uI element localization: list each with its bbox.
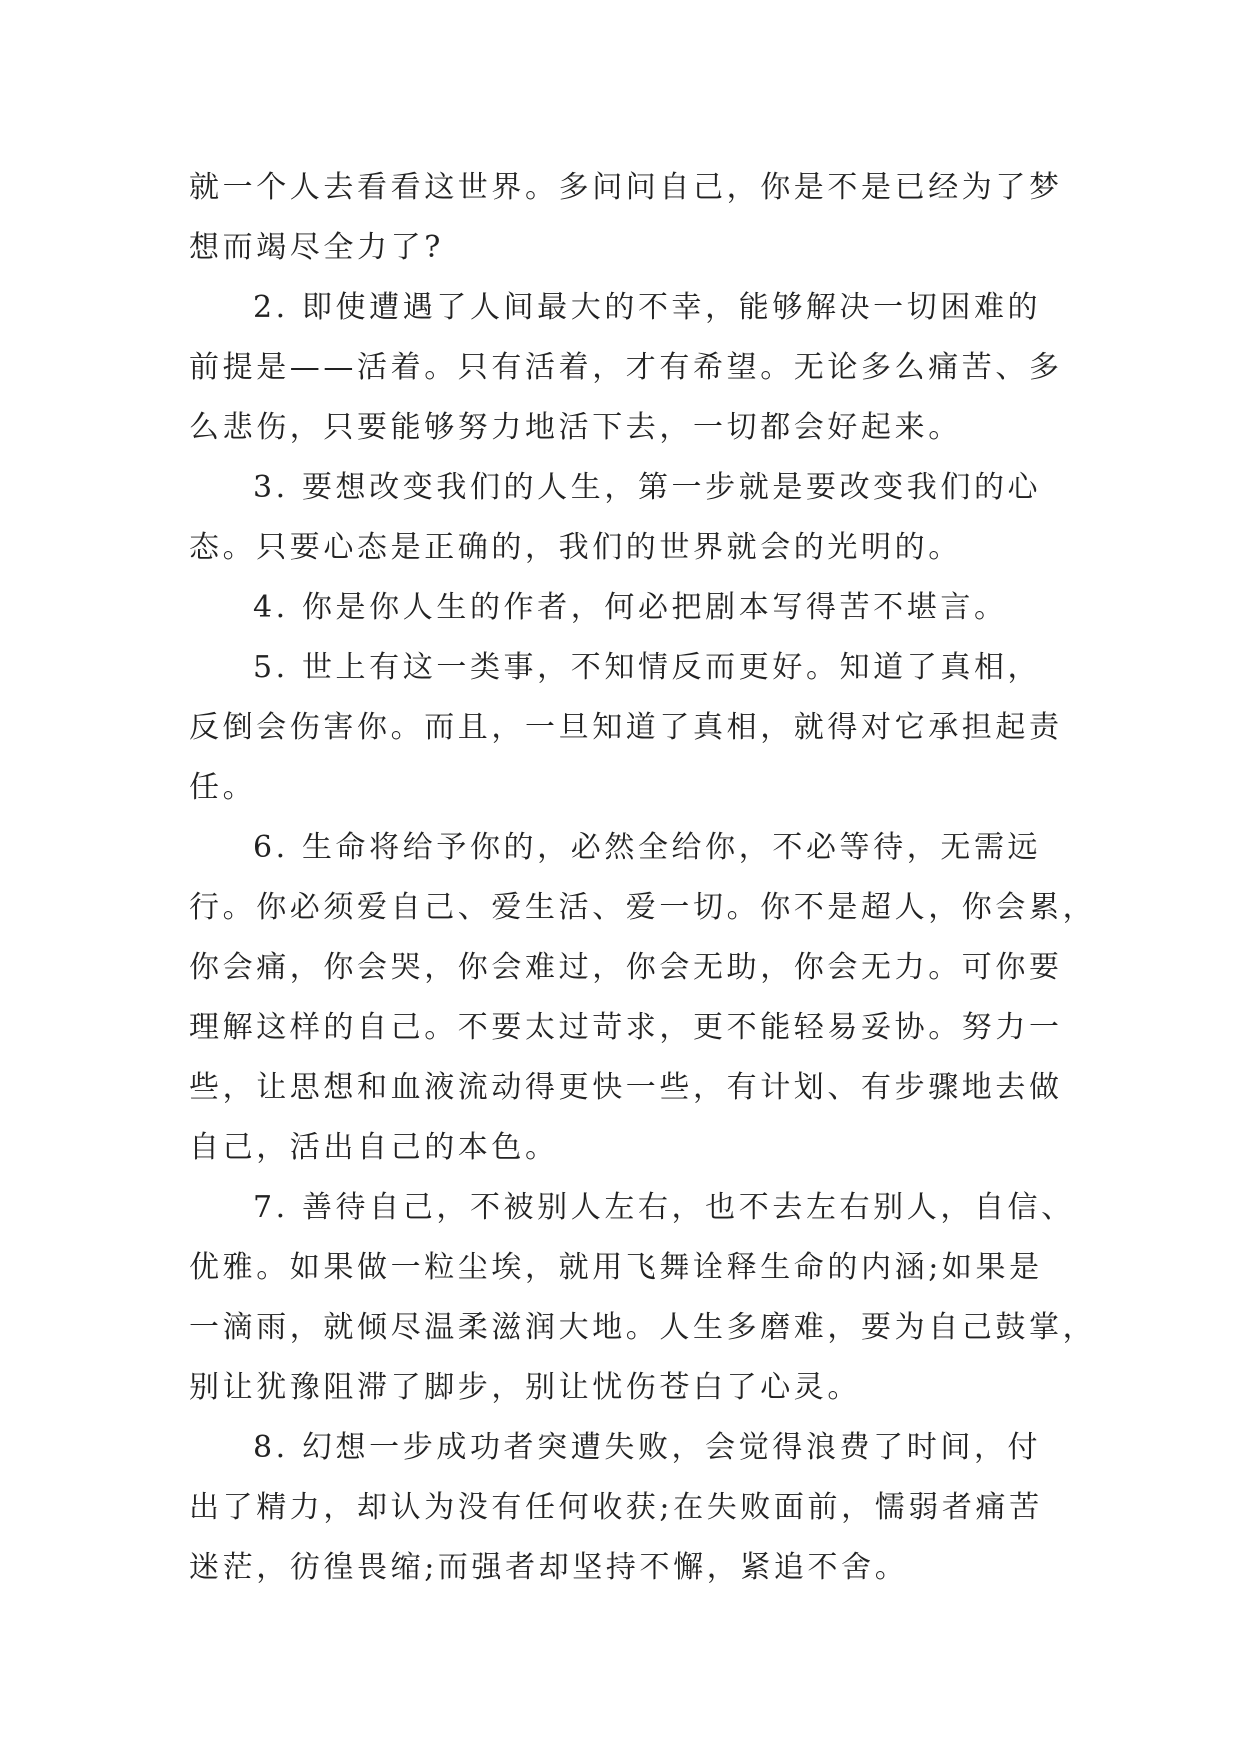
- document-body: [189, 158, 1097, 1598]
- paragraph-continuation: [189, 158, 1063, 278]
- text-line: 7. 善待自己，不被别人左右，也不去左右别人，自信、: [253, 1190, 1075, 1225]
- text-line: 3. 要想改变我们的人生，第一步就是要改变我们的心: [253, 470, 1042, 505]
- text-line: 前提是——活着。只有活着，才有希望。无论多么痛苦、多: [189, 350, 1063, 385]
- text-line: 4. 你是你人生的作者，何必把剧本写得苦不堪言。: [253, 590, 1008, 625]
- text-line: 些，让思想和血液流动得更快一些，有计划、有步骤地去做: [189, 1070, 1063, 1105]
- paragraph-item-2: [189, 278, 1063, 458]
- text-line: 2. 即使遭遇了人间最大的不幸，能够解决一切困难的: [253, 290, 1042, 325]
- text-line: 想而竭尽全力了?: [189, 230, 444, 265]
- paragraph-item-3: [189, 458, 1059, 578]
- paragraph-item-6: [189, 818, 1097, 1178]
- text-line: 自己，活出自己的本色。: [189, 1130, 559, 1165]
- text-line: 8. 幻想一步成功者突遭失败，会觉得浪费了时间，付: [253, 1430, 1042, 1465]
- text-line: 一滴雨，就倾尽温柔滋润大地。人生多磨难，要为自己鼓掌，: [189, 1310, 1097, 1345]
- text-line: 你会痛，你会哭，你会难过，你会无助，你会无力。可你要: [189, 950, 1063, 985]
- paragraph-item-7: [189, 1178, 1097, 1418]
- paragraph-item-5: [189, 638, 1063, 818]
- text-line: 就一个人去看看这世界。多问问自己，你是不是已经为了梦: [189, 170, 1063, 205]
- paragraph-item-4: [189, 578, 1059, 638]
- text-line: 6. 生命将给予你的，必然全给你，不必等待，无需远: [253, 830, 1042, 865]
- text-line: 态。只要心态是正确的，我们的世界就会的光明的。: [189, 530, 962, 565]
- text-line: 迷茫，彷徨畏缩;而强者却坚持不懈，紧追不舍。: [189, 1550, 909, 1585]
- text-line: 任。: [189, 770, 257, 805]
- text-line: 理解这样的自己。不要太过苛求，更不能轻易妥协。努力一: [189, 1010, 1063, 1045]
- text-line: 优雅。如果做一粒尘埃，就用飞舞诠释生命的内涵;如果是: [189, 1250, 1043, 1285]
- text-line: 行。你必须爱自己、爱生活、爱一切。你不是超人，你会累，: [189, 890, 1097, 925]
- text-line: 别让犹豫阻滞了脚步，别让忧伤苍白了心灵。: [189, 1370, 861, 1405]
- text-line: 么悲伤，只要能够努力地活下去，一切都会好起来。: [189, 410, 962, 445]
- text-line: 反倒会伤害你。而且，一旦知道了真相，就得对它承担起责: [189, 710, 1063, 745]
- text-line: 5. 世上有这一类事，不知情反而更好。知道了真相，: [253, 650, 1042, 685]
- paragraph-item-8: [189, 1418, 1059, 1598]
- text-line: 出了精力，却认为没有任何收获;在失败面前，懦弱者痛苦: [189, 1490, 1043, 1525]
